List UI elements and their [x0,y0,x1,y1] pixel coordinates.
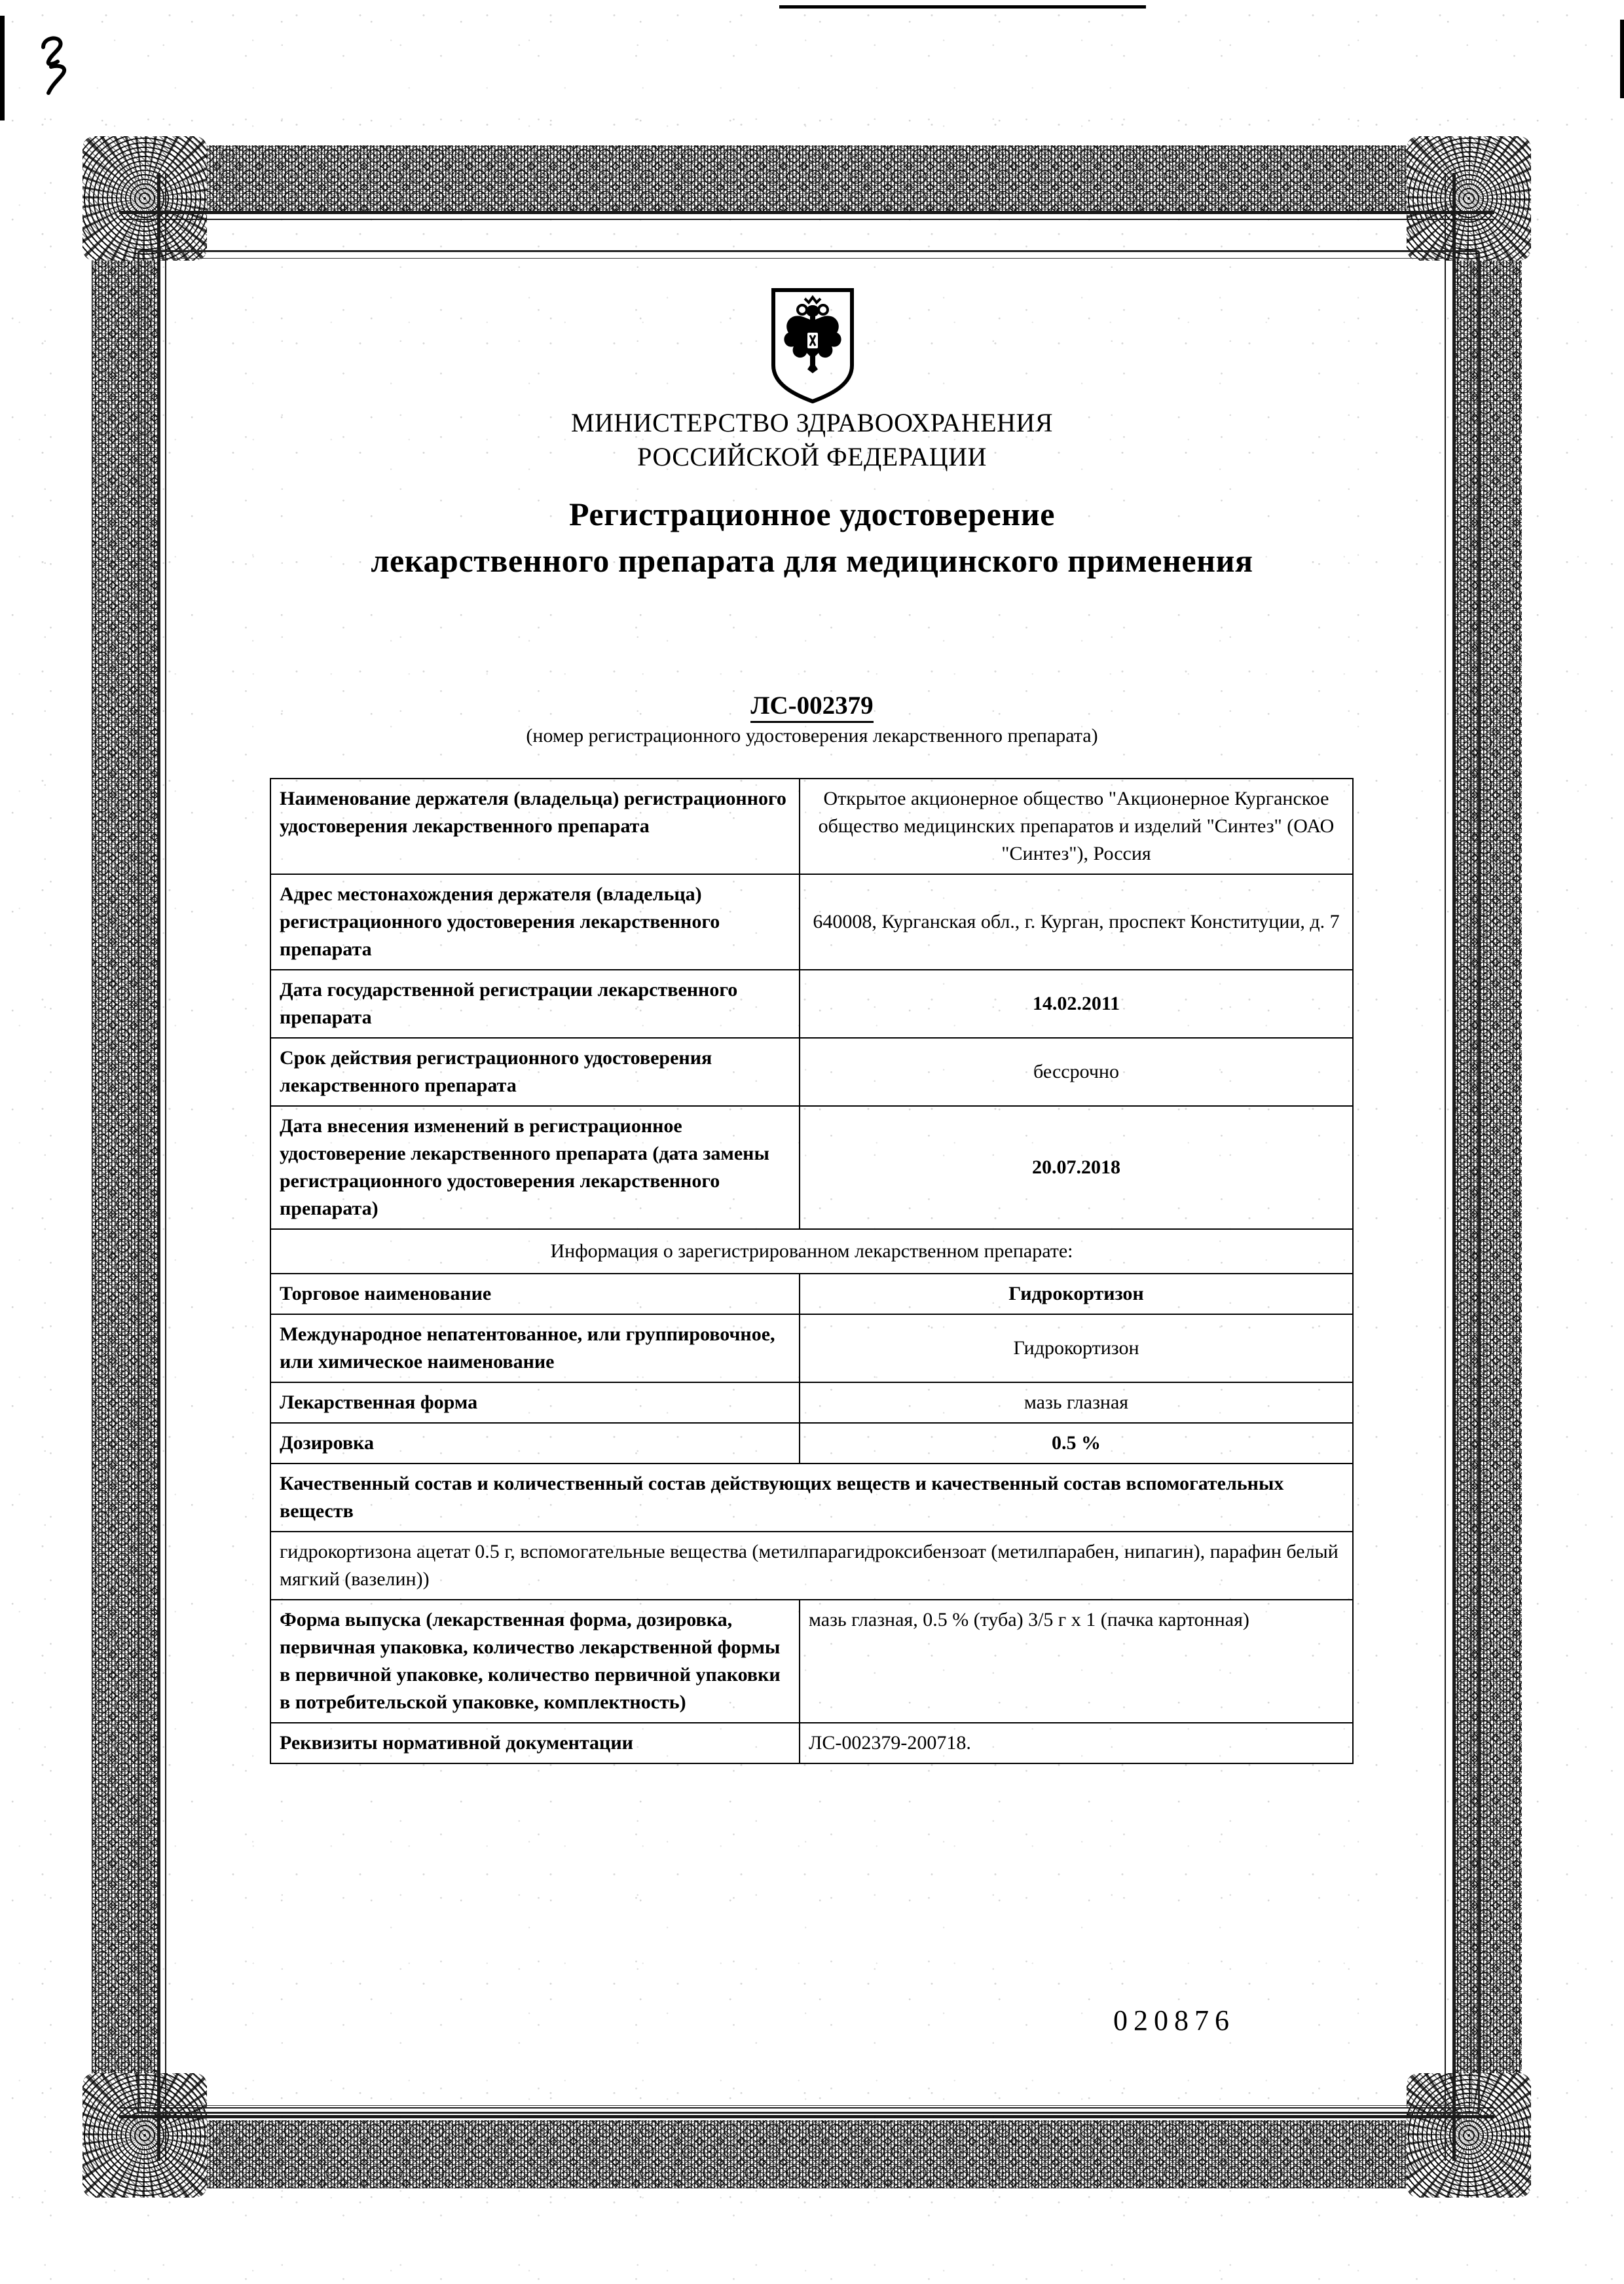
row-label-holder-address: Адрес местонахождения держателя (владельца) регистрационного удостоверения лекарственного препарата [270,874,800,970]
row-label-validity-term: Срок действия регистрационного удостоверения лекарственного препарата [270,1038,800,1106]
row-value-normative-docs: ЛС-002379-200718. [800,1723,1353,1763]
scan-edge-right-strip [1620,20,1624,98]
row-label-normative-docs: Реквизиты нормативной документации [270,1723,800,1763]
table-row [270,1723,1353,1763]
table-section-header-row [270,1229,1353,1274]
row-value-dosage-form: мазь глазная [800,1382,1353,1423]
row-label-packaging: Форма выпуска (лекарственная форма, дозировка, первичная упаковка, количество лекарственной формы в первичной упаковке, количество первичной упаковки в потребительской упаковке, комплектность) [270,1600,800,1723]
row-value-holder-address: 640008, Курганская обл., г. Курган, проспект Конституции, д. 7 [800,874,1353,970]
row-value-composition: гидрокортизона ацетат 0.5 г, вспомогательные вещества (метилпарагидроксибензоат (метилпарабен, нипагин), парафин белый мягкий (вазелин)) [270,1532,1353,1600]
ministry-heading [0,406,1624,474]
table-row [270,1464,1353,1532]
row-value-trade-name: Гидрокортизон [800,1274,1353,1314]
row-value-amendment-date: 20.07.2018 [800,1106,1353,1229]
table-row [270,779,1353,874]
section-header-registered-product: Информация о зарегистрированном лекарственном препарате: [270,1229,1353,1274]
row-label-dosage-form: Лекарственная форма [270,1382,800,1423]
table-row [270,1423,1353,1464]
document-title-line-1: Регистрационное удостоверение [568,496,1056,532]
registration-details-table [270,778,1354,1764]
row-value-dosage: 0.5 % [800,1423,1353,1464]
document-serial-number: 020876 [1113,2004,1235,2036]
table-row [270,1274,1353,1314]
table-row [270,1106,1353,1229]
table-row [270,1600,1353,1723]
row-label-dosage: Дозировка [270,1423,800,1464]
row-value-inn: Гидрокортизон [800,1314,1353,1382]
row-value-holder-name: Открытое акционерное общество "Акционерное Курганское общество медицинских препаратов и изделий "Синтез" (ОАО "Синтез"), Россия [800,779,1353,874]
row-label-amendment-date: Дата внесения изменений в регистрационное удостоверение лекарственного препарата (дата замены регистрационного удостоверения лекарственного препарата) [270,1106,800,1229]
row-value-validity-term: бессрочно [800,1038,1353,1106]
row-value-registration-date: 14.02.2011 [800,970,1353,1038]
document-title-line-2: лекарственного препарата для медицинского применения [371,542,1253,579]
ministry-line-2: РОССИЙСКОЙ ФЕДЕРАЦИИ [637,442,987,471]
row-label-trade-name: Торговое наименование [270,1274,800,1314]
row-label-inn: Международное непатентованное, или группировочное, или химическое наименование [270,1314,800,1382]
row-label-composition-header: Качественный состав и количественный состав действующих веществ и качественный состав вспомогательных веществ [270,1464,1353,1532]
table-row [270,970,1353,1038]
russian-coat-of-arms-icon [769,288,856,403]
table-row [270,874,1353,970]
row-label-registration-date: Дата государственной регистрации лекарственного препарата [270,970,800,1038]
registration-number-value: ЛС-002379 [750,691,873,723]
table-row [270,1038,1353,1106]
scan-edge-left-strip [0,16,5,120]
row-value-packaging: мазь глазная, 0.5 % (туба) 3/5 г х 1 (пачка картонная) [800,1600,1353,1723]
handwritten-corner-mark [34,28,80,100]
registration-number-caption: (номер регистрационного удостоверения лекарственного препарата) [526,725,1098,746]
scan-edge-top-rule [779,5,1146,9]
ministry-line-1: МИНИСТЕРСТВО ЗДРАВООХРАНЕНИЯ [570,408,1054,437]
table-row [270,1382,1353,1423]
table-row [270,1314,1353,1382]
row-label-holder-name: Наименование держателя (владельца) регистрационного удостоверения лекарственного препарата [270,779,800,874]
document-title [0,491,1624,584]
table-row [270,1532,1353,1600]
registration-number [0,691,1624,720]
